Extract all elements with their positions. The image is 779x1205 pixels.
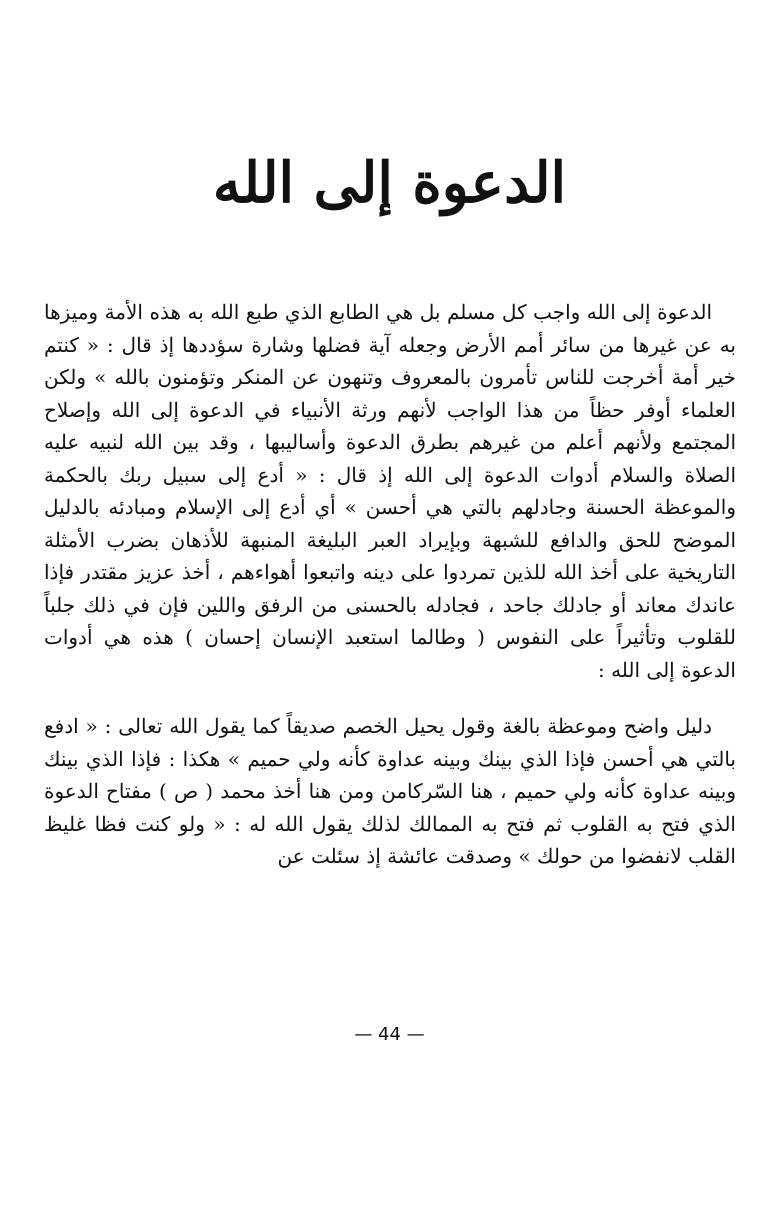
paragraph: دليل واضح وموعظة بالغة وقول يحيل الخصم صديقاً كما يقول الله تعالى : « ادفع بالتي هي أحسن فإذا الذي بينك وبينه عداوة كأنه ولي حميم » هكذا : فإذا الذي بينك وبينه عداوة كأنه ولي حميم ، هنا السّركامن ومن هنا أخذ محمد ( ص ) مفتاح الدعوة الذي فتح به القلوب ثم فتح به الممالك لذلك يقول الله له : « ولو كنت فظا غليظ القلب لانفضوا من حولك » وصدقت عائشة إذ سئلت عن [44, 714, 736, 868]
page-number: — 44 — [354, 1024, 425, 1045]
paragraph: الدعوة إلى الله واجب كل مسلم بل هي الطابع الذي طبع الله به هذه الأمة وميزها به عن غيرها من سائر أمم الأرض وجعله آية فضلها وشارة سؤددها إذ قال : « كنتم خير أمة أخرجت للناس تأمرون بالمعروف وتنهون عن المنكر وتؤمنون بالله » ولكن العلماء أوفر حظاً من هذا الواجب لأنهم ورثة الأنبياء في الدعوة إلى الله وإصلاح المجتمع ولأنهم أعلم من غيرهم بطرق الدعوة وأساليبها ، وقد بين الله لنبيه عليه الصلاة والسلام أدوات الدعوة إلى الله إذ قال : « أدع إلى سبيل ربك بالحكمة والموعظة الحسنة وجادلهم بالتي هي أحسن » أي أدع إلى الإسلام ومبادئه بالدليل الموضح للحق والدافع للشبهة وبإيراد العبر البليغة المنبهة للأذهان بضرب الأمثلة التاريخية على أخذ الله للذين تمردوا على دينه واتبعوا أهواءهم ، أخذ عزيز مقتدر فإذا عاندك معاند أو جادلك جاحد ، فجادله بالحسنى من الرفق واللين فإن في ذلك جلباً للقلوب وتأثيراً على النفوس ( وطالما استعبد الإنسان إحسان ) هذه هي أدوات الدعوة إلى الله : [44, 300, 736, 682]
body-text [44, 296, 736, 873]
page-title: الدعوة إلى الله [212, 150, 567, 216]
